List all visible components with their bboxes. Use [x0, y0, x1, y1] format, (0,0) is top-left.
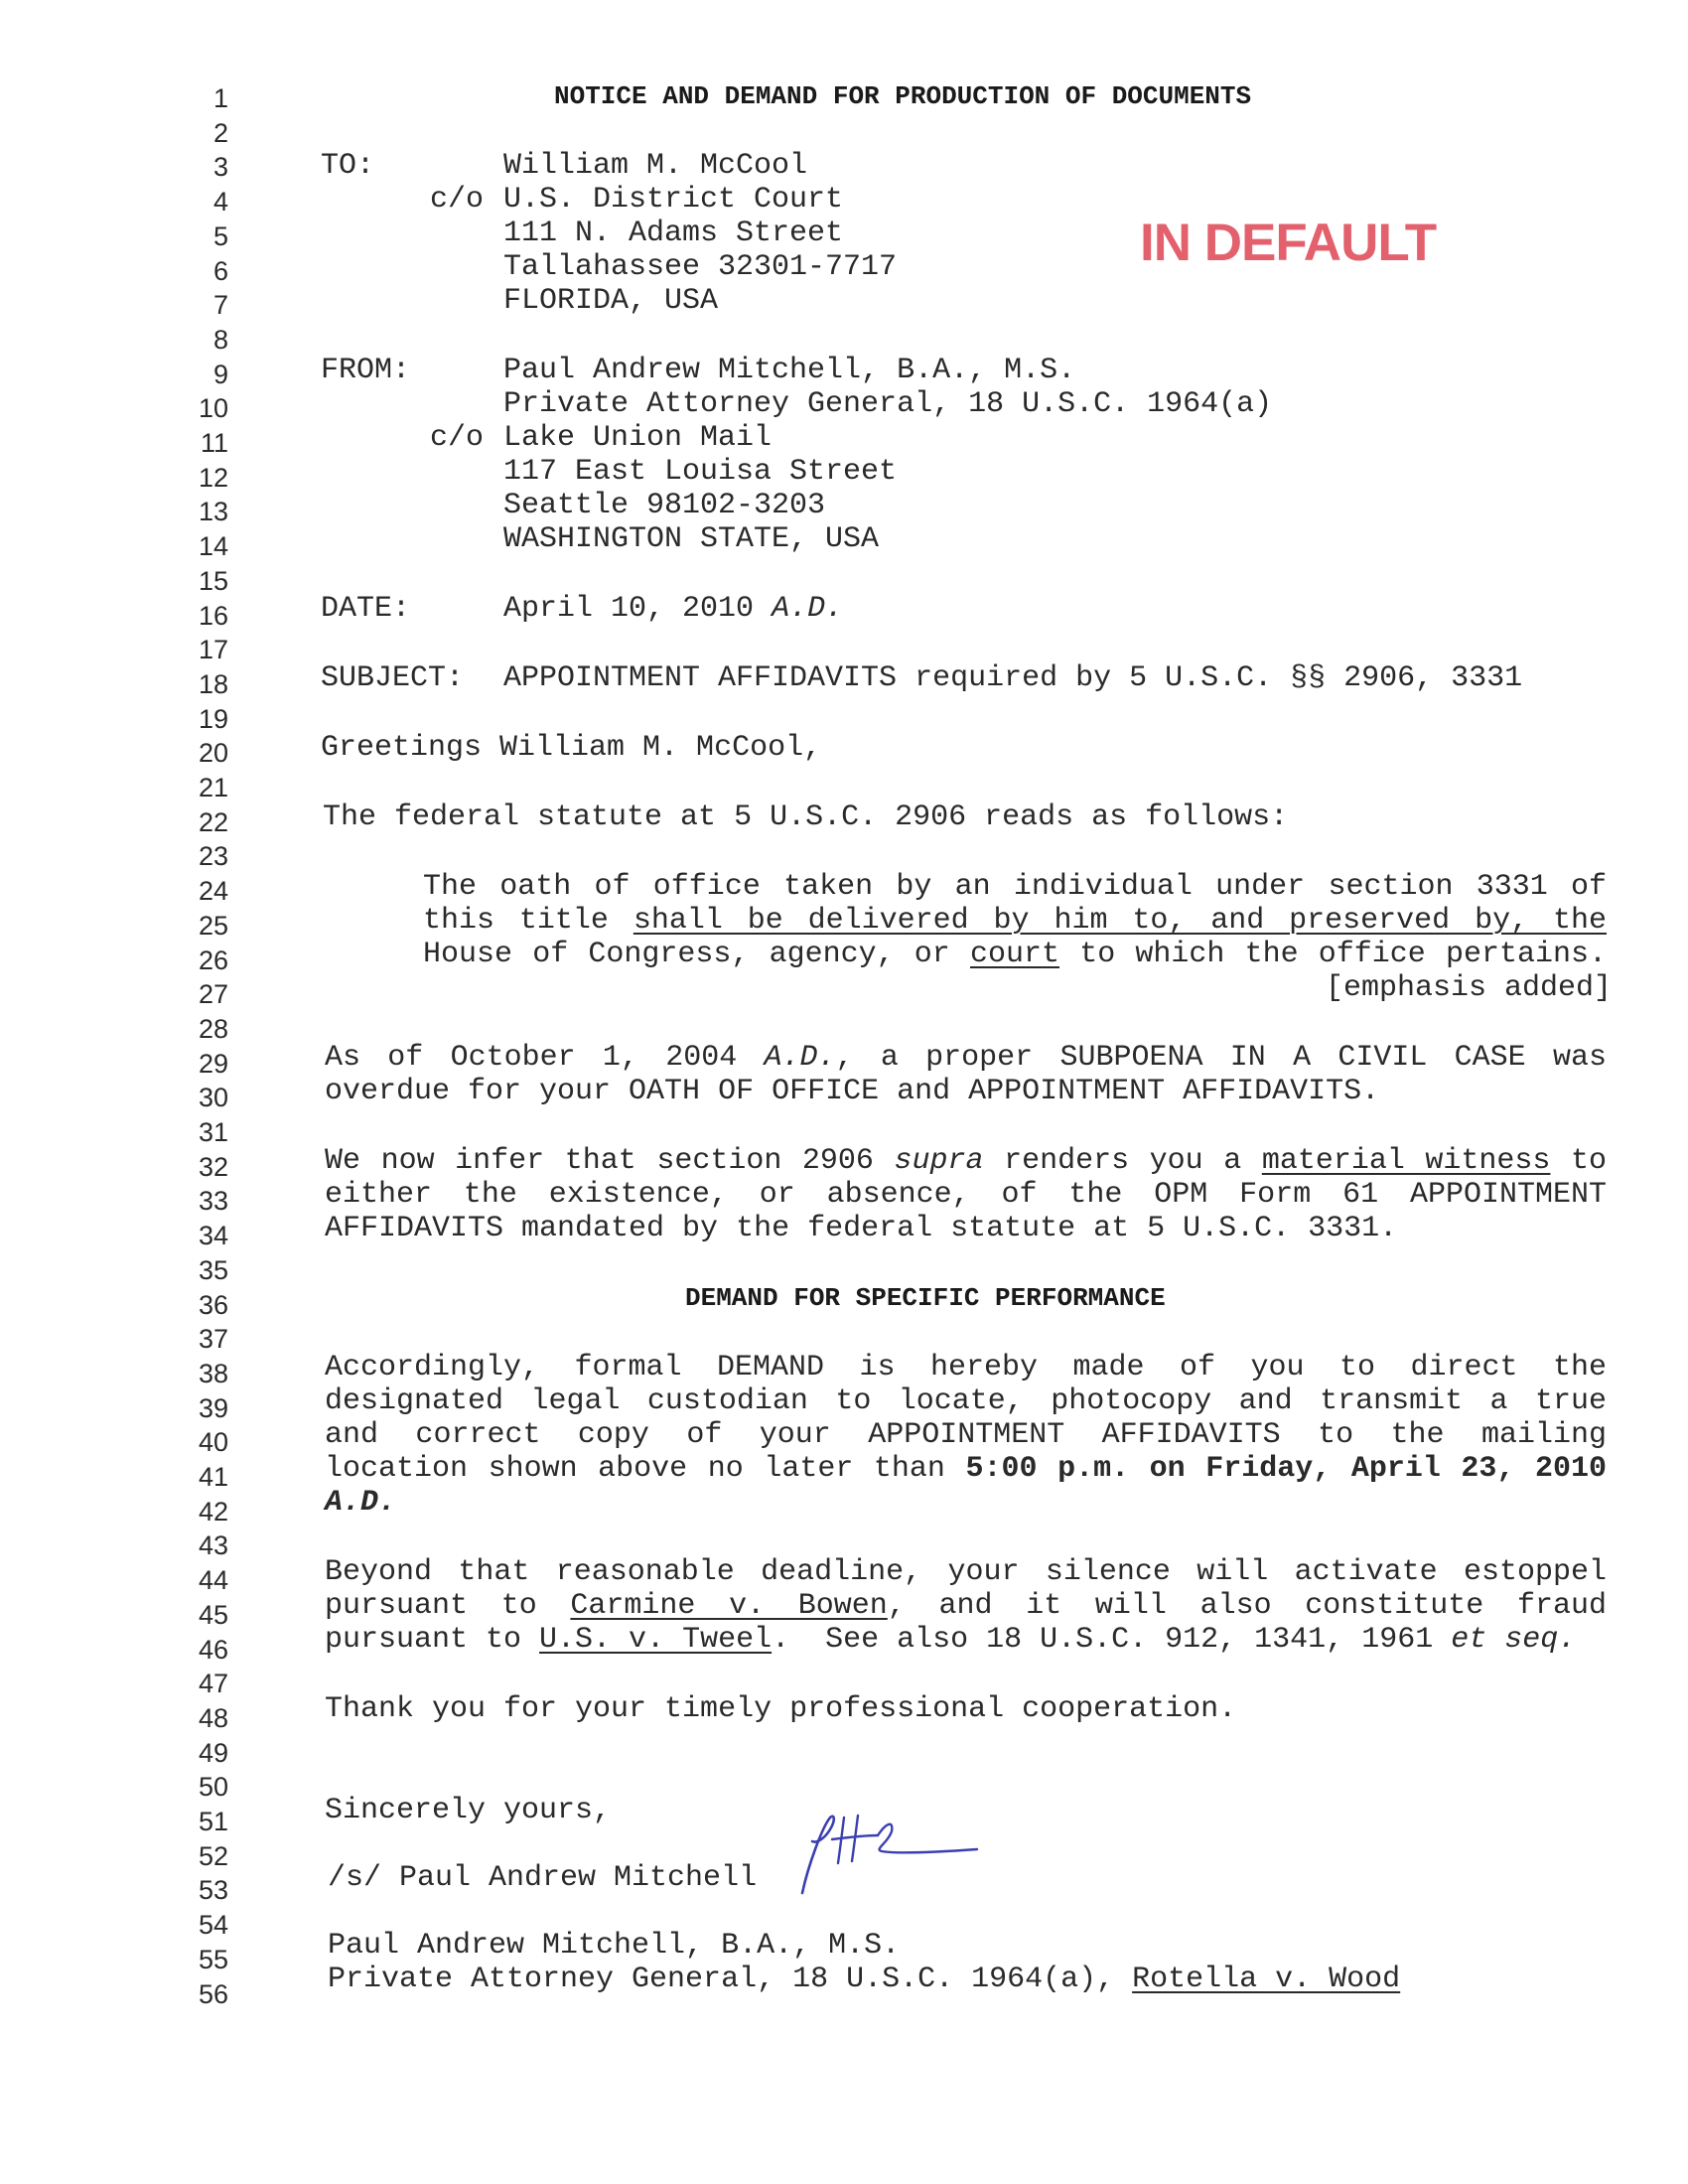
- line-number: 43: [198, 1530, 228, 1561]
- para4-line-1: Beyond that reasonable deadline, your silence will activate estoppel: [325, 1555, 1607, 1589]
- para3-line-2: designated legal custodian to locate, photocopy and transmit a true: [325, 1384, 1607, 1418]
- line-number: 40: [198, 1427, 228, 1458]
- line-number: 44: [198, 1565, 228, 1596]
- line-number: 53: [198, 1875, 228, 1906]
- line-number: 20: [198, 738, 228, 769]
- line-number: 24: [198, 876, 228, 907]
- line-number: 13: [198, 497, 228, 527]
- in-default-stamp: IN DEFAULT: [1140, 214, 1437, 272]
- to-address-line-3: Tallahassee 32301-7717: [503, 250, 898, 284]
- para2-line-3: AFFIDAVITS mandated by the federal statute at 5 U.S.C. 3331.: [325, 1212, 1398, 1245]
- line-number: 27: [198, 979, 228, 1010]
- line-number: 39: [198, 1392, 228, 1423]
- handwritten-signature: [782, 1806, 981, 1905]
- date-label: DATE:: [321, 592, 411, 626]
- line-number: 4: [212, 187, 228, 218]
- para3-line-4: location shown above no later than 5:00 p.m. on Friday, April 23, 2010: [325, 1452, 1607, 1486]
- from-address-line-2: 117 East Louisa Street: [503, 455, 898, 489]
- line-number: 7: [212, 290, 228, 321]
- line-number: 15: [198, 565, 228, 596]
- line-number: 25: [198, 910, 228, 941]
- para2-line-1: We now infer that section 2906 supra renders you a material witness to: [325, 1144, 1608, 1178]
- para1-line-1: As of October 1, 2004 A.D., a proper SUBPOENA IN A CIVIL CASE was: [325, 1041, 1607, 1075]
- line-number: 51: [198, 1807, 228, 1836]
- line-number: 33: [198, 1186, 228, 1217]
- quote-line-3: House of Congress, agency, or court to which the office pertains.: [423, 938, 1608, 971]
- line-number: 36: [198, 1289, 228, 1320]
- para1-line-2: overdue for your OATH OF OFFICE and APPOINTMENT AFFIDAVITS.: [325, 1075, 1380, 1108]
- line-number: 41: [198, 1462, 228, 1492]
- quote-line-1: The oath of office taken by an individual under section 3331 of: [423, 870, 1607, 904]
- line-number: 55: [198, 1944, 228, 1974]
- para4-line-2: pursuant to Carmine v. Bowen, and it will also constitute fraud: [325, 1589, 1607, 1623]
- line-number: 19: [198, 703, 228, 734]
- line-number: 14: [198, 531, 228, 562]
- to-label: TO:: [321, 149, 375, 183]
- line-number: 5: [212, 220, 228, 251]
- line-number: 6: [212, 255, 228, 286]
- document-title: NOTICE AND DEMAND FOR PRODUCTION OF DOCUMENTS: [554, 81, 1252, 111]
- subject-label: SUBJECT:: [321, 661, 465, 695]
- line-number: 42: [198, 1496, 228, 1527]
- line-number: 47: [198, 1669, 228, 1699]
- line-number: 8: [212, 324, 228, 355]
- line-number: 56: [198, 1978, 228, 2009]
- line-number: 38: [198, 1358, 228, 1388]
- line-number: 1: [212, 83, 228, 113]
- line-number: 54: [198, 1910, 228, 1941]
- line-number: 32: [198, 1151, 228, 1182]
- date-value: April 10, 2010 A.D.: [503, 592, 844, 626]
- to-address-line-2: 111 N. Adams Street: [503, 217, 844, 250]
- signed-line: /s/ Paul Andrew Mitchell: [328, 1861, 758, 1895]
- para3-line-3: and correct copy of your APPOINTMENT AFFIDAVITS to the mailing: [325, 1418, 1607, 1452]
- from-title: Private Attorney General, 18 U.S.C. 1964(a): [503, 387, 1273, 421]
- line-number: 18: [198, 668, 228, 699]
- thanks-line: Thank you for your timely professional cooperation.: [325, 1692, 1237, 1726]
- line-number: 31: [198, 1117, 228, 1147]
- to-address-line-1: U.S. District Court: [503, 183, 844, 217]
- subject-value: APPOINTMENT AFFIDAVITS required by 5 U.S.C. §§ 2906, 3331: [503, 661, 1523, 695]
- para2-line-2: either the existence, or absence, of the OPM Form 61 APPOINTMENT: [325, 1178, 1607, 1212]
- greeting: Greetings William M. McCool,: [321, 731, 822, 765]
- from-address-line-3: Seattle 98102-3203: [503, 489, 826, 522]
- from-address-line-4: WASHINGTON STATE, USA: [503, 522, 880, 556]
- line-number: 22: [198, 806, 228, 837]
- line-number: 49: [198, 1737, 228, 1768]
- line-number: 45: [198, 1599, 228, 1630]
- line-number: 11: [200, 428, 228, 458]
- line-number: 52: [198, 1840, 228, 1871]
- intro-line: The federal statute at 5 U.S.C. 2906 reads as follows:: [323, 801, 1289, 834]
- line-number: 2: [212, 117, 228, 148]
- from-label: FROM:: [321, 354, 411, 387]
- para3-line-5: A.D.: [325, 1486, 397, 1520]
- para4-line-3: pursuant to U.S. v. Tweel. See also 18 U.S.C. 912, 1341, 1961 et seq.: [325, 1623, 1577, 1657]
- line-number: 46: [198, 1634, 228, 1665]
- line-number: 3: [212, 152, 228, 183]
- line-number: 26: [198, 945, 228, 975]
- closing-line: Sincerely yours,: [325, 1794, 612, 1827]
- line-number: 9: [212, 359, 228, 389]
- quote-line-2: this title shall be delivered by him to, and preserved by, the: [423, 904, 1607, 938]
- line-number: 48: [198, 1702, 228, 1733]
- to-care-of: c/o: [430, 183, 485, 217]
- line-number: 23: [198, 841, 228, 872]
- line-number: 30: [198, 1083, 228, 1113]
- line-number: 35: [198, 1254, 228, 1285]
- line-number: 34: [198, 1221, 228, 1251]
- signature-title: Private Attorney General, 18 U.S.C. 1964(a), Rotella v. Wood: [328, 1963, 1401, 1996]
- line-number: 37: [198, 1324, 228, 1355]
- emphasis-note: [emphasis added]: [1326, 971, 1613, 1005]
- line-number: 17: [198, 635, 228, 665]
- demand-heading: DEMAND FOR SPECIFIC PERFORMANCE: [685, 1283, 1166, 1313]
- line-number: 29: [198, 1048, 228, 1079]
- line-number: 16: [198, 600, 228, 631]
- signature-name: Paul Andrew Mitchell, B.A., M.S.: [328, 1929, 901, 1963]
- line-number: 50: [198, 1772, 228, 1803]
- line-number: 21: [198, 773, 228, 802]
- to-address-line-4: FLORIDA, USA: [503, 284, 719, 318]
- line-number: 28: [198, 1013, 228, 1044]
- to-name: William M. McCool: [503, 149, 808, 183]
- line-number: 12: [198, 462, 228, 493]
- para3-line-1: Accordingly, formal DEMAND is hereby made of you to direct the: [325, 1351, 1607, 1384]
- from-care-of: c/o: [430, 421, 485, 455]
- from-name: Paul Andrew Mitchell, B.A., M.S.: [503, 354, 1076, 387]
- from-address-line-1: Lake Union Mail: [503, 421, 773, 455]
- line-number: 10: [198, 393, 228, 424]
